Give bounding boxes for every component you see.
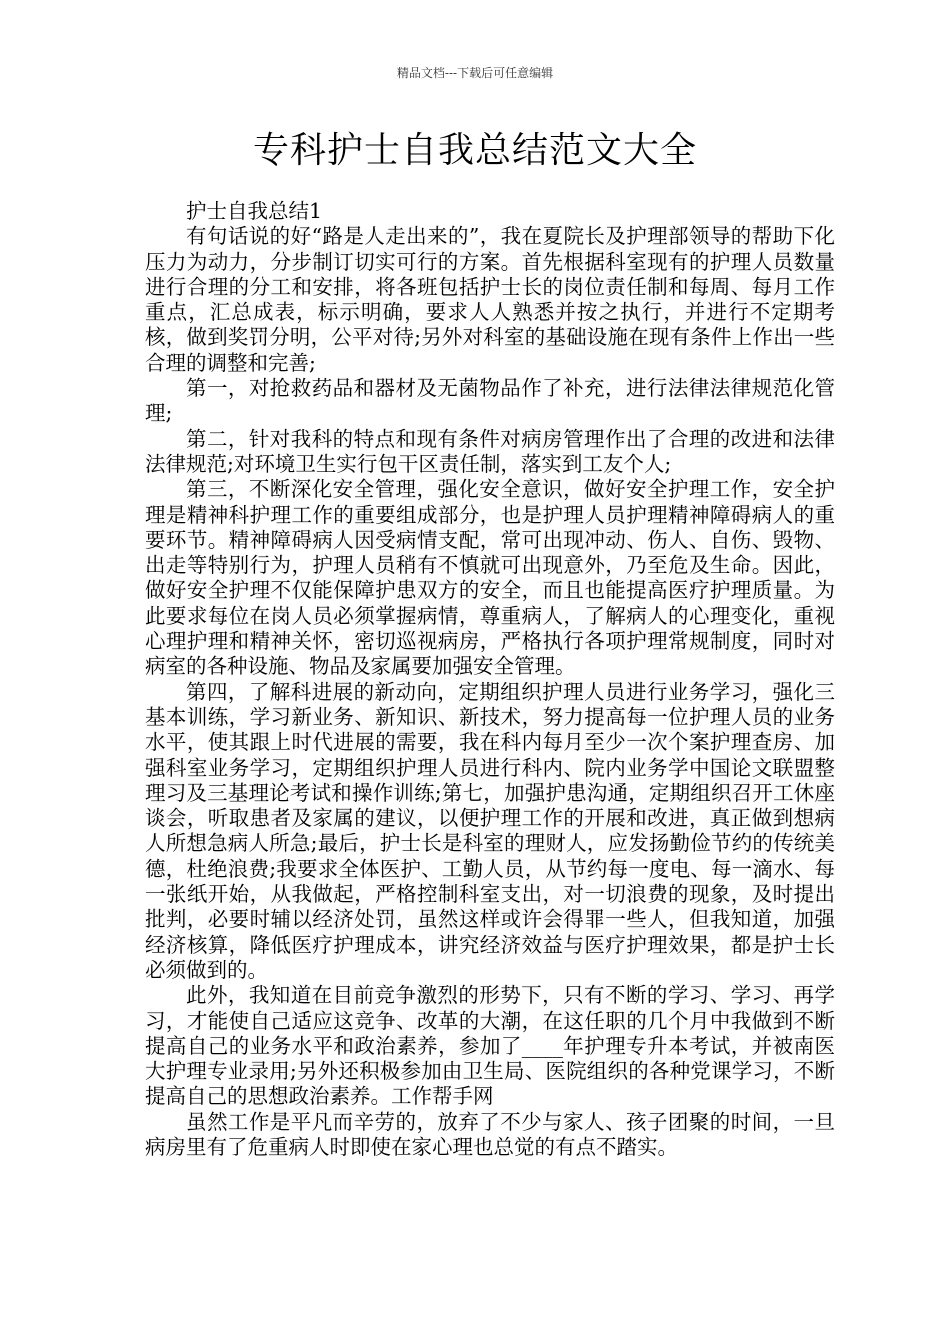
page-title: 专科护士自我总结范文大全 <box>252 130 697 171</box>
paragraph: 虽然工作是平凡而辛劳的，放弃了不少与家人、孩子团聚的时间，一旦病房里有了危重病人时即使在家心理也总觉的有点不踏实。 <box>145 1109 835 1159</box>
paragraph: 此外，我知道在目前竞争激烈的形势下，只有不断的学习、学习、再学习，才能使自己适应这竞争、改革的大潮，在这任职的几个月中我做到不断提高自己的业务水平和政治素养，参加了____年护理专升本考试，并被南医大护理专业录用;另外还积极参加由卫生局、医院组织的各种党课学习，不断提高自己的思想政治素养。工作帮手网 <box>145 983 835 1109</box>
header-note: 精品文档---下载后可任意编辑 <box>396 66 554 80</box>
section-heading: 护士自我总结1 <box>186 199 323 223</box>
paragraph: 第一，对抢救药品和器材及无菌物品作了补充，进行法律法律规范化管理; <box>145 376 835 426</box>
paragraph: 有句话说的好“路是人走出来的”，我在夏院长及护理部领导的帮助下化压力为动力，分步制订切实可行的方案。首先根据科室现有的护理人员数量进行合理的分工和安排，将各班包括护士长的岗位责任制和每周、每月工作重点，汇总成表，标示明确，要求人人熟悉并按之执行，并进行不定期考核，做到奖罚分明，公平对待;另外对科室的基础设施在现有条件上作出一些合理的调整和完善; <box>145 224 835 375</box>
paragraph: 第三，不断深化安全管理，强化安全意识，做好安全护理工作，安全护理是精神科护理工作的重要组成部分，也是护理人员护理精神障碍病人的重要环节。精神障碍病人因受病情支配，常可出现冲动、伤人、自伤、毁物、出走等特别行为，护理人员稍有不慎就可出现意外，乃至危及生命。因此，做好安全护理不仅能保障护患双方的安全，而且也能提高医疗护理质量。为此要求每位在岗人员必须掌握病情，尊重病人，了解病人的心理变化，重视心理护理和精神关怀，密切巡视病房，严格执行各项护理常规制度，同时对病室的各种设施、物品及家属要加强安全管理。 <box>145 477 835 679</box>
paragraph: 第四，了解科进展的新动向，定期组织护理人员进行业务学习，强化三基本训练，学习新业务、新知识、新技术，努力提高每一位护理人员的业务水平，使其跟上时代进展的需要，我在科内每月至少一次个案护理查房、加强科室业务学习，定期组织护理人员进行科内、院内业务学中国论文联盟整理习及三基理论考试和操作训练;第七，加强护患沟通，定期组织召开工休座谈会，听取患者及家属的建议，以便护理工作的开展和改进，真正做到想病人所想急病人所急;最后，护士长是科室的理财人，应发扬勤俭节约的传统美德，杜绝浪费;我要求全体医护、工勤人员，从节约每一度电、每一滴水、每一张纸开始，从我做起，严格控制科室支出，对一切浪费的现象，及时提出批判，必要时辅以经济处罚，虽然这样或许会得罪一些人，但我知道，加强经济核算，降低医疗护理成本，讲究经济效益与医疗护理效果，都是护士长必须做到的。 <box>145 679 835 982</box>
paragraph: 第二，针对我科的特点和现有条件对病房管理作出了合理的改进和法律法律规范;对环境卫生实行包干区责任制，落实到工友个人; <box>145 426 835 476</box>
document-body <box>145 199 835 1160</box>
